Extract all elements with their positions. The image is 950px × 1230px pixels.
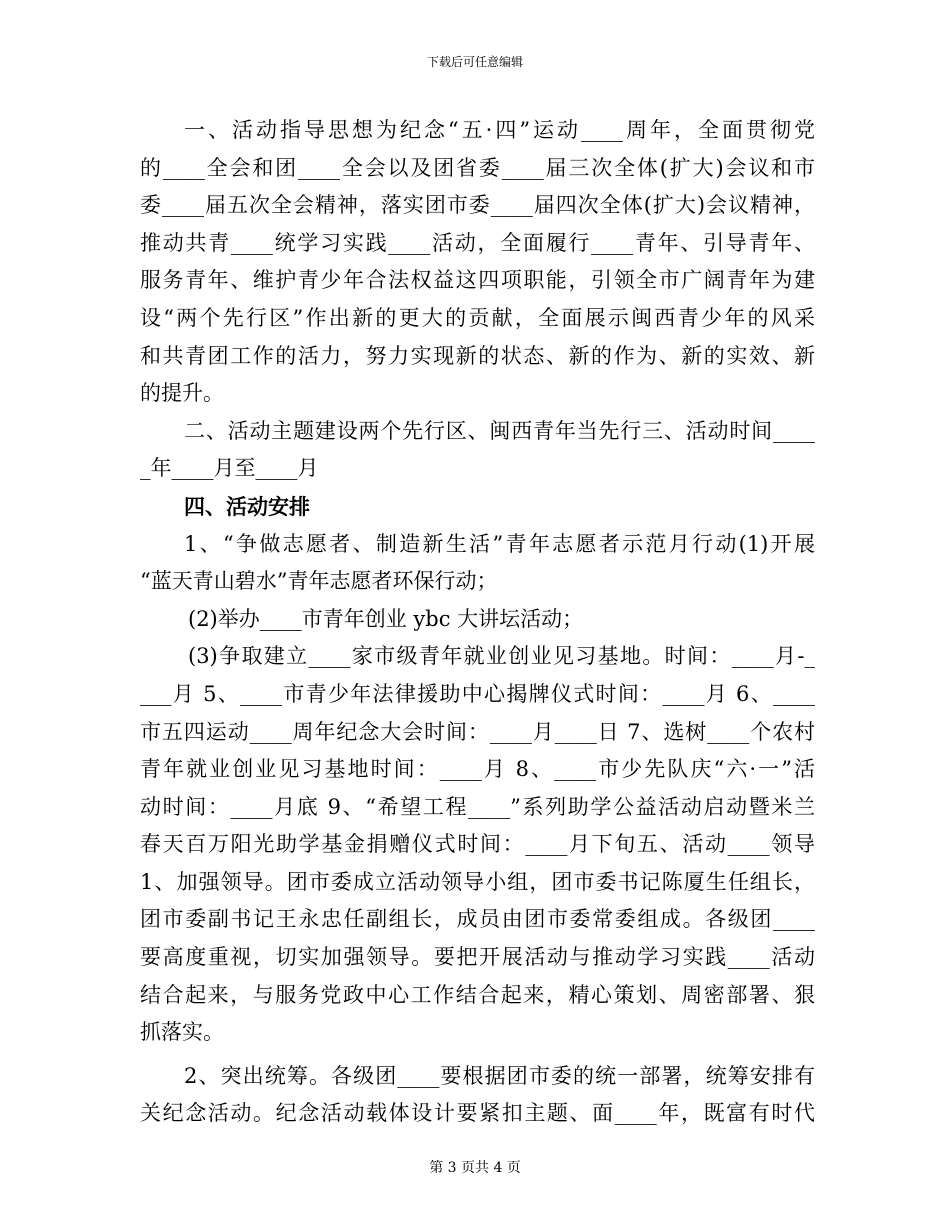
paragraph-line: 1、加强领导。团市委成立活动领导小组，团市委书记陈厦生任组长， (140, 869, 815, 894)
page-number: 第 3 页共 4 页 (429, 1160, 521, 1176)
paragraph-line: (3)争取建立____家市级青年就业创业见习基地。时间：____月-_ (188, 644, 815, 669)
paragraph-line: 设“两个先行区”作出新的更大的贡献，全面展示闽西青少年的风采 (140, 305, 815, 330)
paragraph-line: 服务青年、维护青少年合法权益这四项职能，引领全市广阔青年为建 (140, 268, 815, 293)
paragraph-line: (2)举办____市青年创业 ybc 大讲坛活动； (188, 606, 584, 631)
paragraph-line: 的____全会和团____全会以及团省委____届三次全体(扩大)会议和市 (140, 155, 815, 180)
paragraph-line: 二、活动主题建设两个先行区、闽西青年当先行三、活动时间____ (184, 418, 815, 443)
paragraph-line: “蓝天青山碧水”青年志愿者环保行动； (140, 569, 498, 594)
page-header-note: 下载后可任意编辑 (426, 55, 523, 69)
paragraph-line: 青年就业创业见习基地时间：____月 8、____市少先队庆“六·一”活 (140, 757, 815, 782)
paragraph-line: _年____月至____月 (140, 456, 319, 481)
paragraph-line: 推动共青____统学习实践____活动，全面履行____青年、引导青年、 (140, 230, 815, 255)
paragraph-line: 一、活动指导思想为纪念“五·四”运动____周年，全面贯彻党 (184, 118, 815, 142)
section-heading: 四、活动安排 (184, 493, 310, 519)
paragraph-line: 动时间：____月底 9、“希望工程____”系列助学公益活动启动暨米兰 (140, 794, 815, 819)
paragraph-line: 的提升。 (140, 381, 224, 406)
paragraph-line: 市五四运动____周年纪念大会时间：____月____日 7、选树____个农村 (140, 719, 815, 744)
paragraph-line: 关纪念活动。纪念活动载体设计要紧扣主题、面____年，既富有时代 (140, 1101, 815, 1126)
paragraph-line: 1、“争做志愿者、制造新生活”青年志愿者示范月行动(1)开展 (184, 531, 815, 556)
paragraph-line: 结合起来，与服务党政中心工作结合起来，精心策划、周密部署、狠 (140, 982, 815, 1007)
paragraph-line: 和共青团工作的活力，努力实现新的状态、新的作为、新的实效、新 (140, 343, 815, 368)
paragraph-line: 2、突出统筹。各级团____要根据团市委的统一部署，统筹安排有 (184, 1063, 815, 1088)
paragraph-line: 春天百万阳光助学基金捐赠仪式时间：____月下旬五、活动____领导 (140, 832, 815, 857)
paragraph-line: ___月 5、____市青少年法律援助中心揭牌仪式时间：____月 6、____ (140, 681, 815, 706)
paragraph-line: 要高度重视，切实加强领导。要把开展活动与推动学习实践____活动 (140, 945, 815, 970)
paragraph-line: 委____届五次全会精神，落实团市委____届四次全体(扩大)会议精神， (140, 193, 815, 218)
paragraph-line: 抓落实。 (140, 1020, 224, 1045)
document-body (140, 112, 815, 1133)
paragraph-line: 团市委副书记王永忠任副组长，成员由团市委常委组成。各级团____ (140, 907, 815, 932)
